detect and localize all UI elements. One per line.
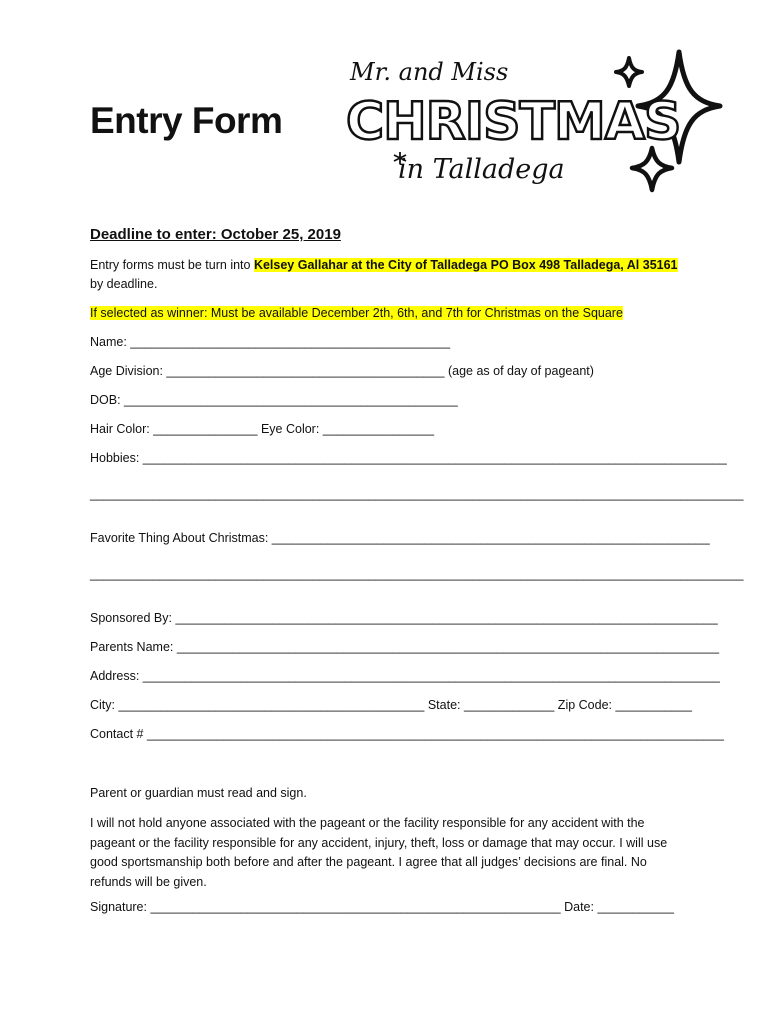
waiver-paragraph: I will not hold anyone associated with the pageant or the facility responsible for any accident with the pageant or the facility responsible for any accident, injury, theft, loss or damage that may occur. I will use good sportsmanship both before and after the pageant. I agree that all judges’ decisions are final. No refunds will be given. [90,816,668,889]
hobbies-field[interactable]: Hobbies: ____________________________________________________________________________________ [90,451,727,465]
city-state-zip-field[interactable]: City: ____________________________________________ State: _____________ Zip Code: ___________ [90,698,692,712]
age-division-field[interactable]: Age Division: ________________________________________ (age as of day of pageant) [90,364,594,378]
address-field[interactable]: Address: ___________________________________________________________________________________ [90,669,720,683]
hair-eye-color-field[interactable]: Hair Color: _______________ Eye Color: ________________ [90,422,435,436]
logo-bottom-text: in Talladega [398,154,565,185]
instructions-line [90,258,678,272]
deadline-heading: Deadline to enter: October 25, 2019 [90,226,341,243]
favorite-continuation-line[interactable]: ______________________________________________________________________________________________ [90,567,744,581]
winner-note: If selected as winner: Must be available December 2th, 6th, and 7th for Christmas on the Square [90,306,623,320]
logo-main-text: CHRISTMAS [346,92,681,152]
signature-field[interactable]: Signature: ___________________________________________________________ Date: ___________ [90,900,674,914]
christmas-logo [342,44,732,214]
sponsored-by-field[interactable]: Sponsored By: ______________________________________________________________________________ [90,611,718,625]
logo-top-text: Mr. and Miss [350,58,509,86]
guardian-heading: Parent or guardian must read and sign. [90,786,307,800]
favorite-thing-field[interactable]: Favorite Thing About Christmas: _______________________________________________________________ [90,531,710,545]
parents-name-field[interactable]: Parents Name: ______________________________________________________________________________ [90,640,720,654]
hobbies-continuation-line[interactable]: ______________________________________________________________________________________________ [90,487,744,501]
instructions-address-highlight: Kelsey Gallahar at the City of Talladega PO Box 498 Talladega, Al 35161 [253,258,678,272]
dob-field[interactable]: DOB: ________________________________________________ [90,393,458,407]
contact-field[interactable]: Contact # ___________________________________________________________________________________ [90,727,724,741]
name-field[interactable]: Name: ______________________________________________ [90,335,451,349]
page-title: Entry Form [90,100,283,141]
instructions-prefix: Entry forms must be turn into [90,258,254,272]
instructions-suffix: by deadline. [90,277,158,291]
